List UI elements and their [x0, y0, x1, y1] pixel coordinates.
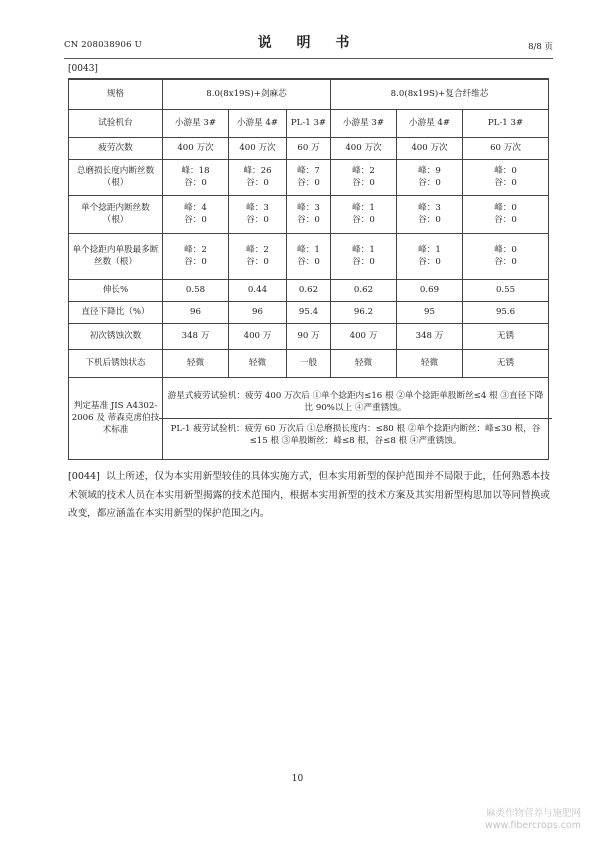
rust-state-cell: 轻微 — [397, 349, 463, 377]
table-row-machine — [69, 109, 549, 137]
elongation-cell: 0.62 — [331, 279, 397, 301]
spec-label: 规格 — [69, 79, 163, 109]
peak-value: 峰：2 — [246, 245, 269, 255]
paragraph-id-0043: [0043] — [68, 64, 98, 74]
total-breaks-cell — [463, 159, 549, 195]
watermark-site-name: 麻类作物营养与施肥网 — [485, 808, 581, 819]
paragraph-0044-text: 以上所述，仅为本实用新型较佳的具体实施方式，但本实用新型的保护范围并不局限于此，任何熟悉本技术领域的技术人员在本实用新型揭露的技术范围内，根据本实用新型的技术方案及其实用新型构思加以等同替换或改变，都应涵盖在本实用新型的保护范围之内。 — [68, 471, 550, 519]
page-label: 8/8 页 — [528, 42, 553, 52]
diameter-label: 直径下降比（%） — [69, 301, 163, 323]
strand-breaks-cell — [397, 233, 463, 279]
peak-value: 峰：7 — [297, 166, 320, 176]
lay-breaks-cell — [397, 195, 463, 233]
valley-value: 谷：0 — [418, 178, 441, 188]
table-row-strand-breaks — [69, 233, 549, 279]
peak-value: 峰：4 — [184, 203, 207, 213]
valley-value: 谷：0 — [352, 257, 375, 267]
peak-value: 峰：26 — [243, 166, 272, 176]
rust-state-cell: 轻微 — [229, 349, 287, 377]
fatigue-cell: 400 万次 — [163, 137, 229, 159]
patent-number: CN 208038906 U — [64, 40, 142, 50]
total-breaks-cell — [331, 159, 397, 195]
peak-value: 峰：0 — [494, 245, 517, 255]
table-row-diameter — [69, 301, 549, 323]
valley-value: 谷：0 — [494, 215, 517, 225]
elongation-cell: 0.69 — [397, 279, 463, 301]
strand-breaks-label: 单个捻距内单股最多断丝数（根） — [69, 233, 163, 279]
peak-value: 峰：0 — [494, 203, 517, 213]
fatigue-cell: 60 万次 — [463, 137, 549, 159]
table-row-fatigue — [69, 137, 549, 159]
table-row-first-rust — [69, 323, 549, 349]
paragraph-0044 — [68, 468, 550, 524]
valley-value: 谷：0 — [297, 215, 320, 225]
machine-cell: 小游星 4# — [397, 109, 463, 137]
valley-value: 谷：0 — [418, 215, 441, 225]
diameter-cell: 95 — [397, 301, 463, 323]
lay-breaks-cell — [463, 195, 549, 233]
lay-breaks-cell — [331, 195, 397, 233]
valley-value: 谷：0 — [352, 215, 375, 225]
test-results-table — [68, 78, 549, 460]
elongation-cell: 0.55 — [463, 279, 549, 301]
first-rust-cell: 无锈 — [463, 323, 549, 349]
peak-value: 峰：3 — [246, 203, 269, 213]
lay-breaks-cell — [229, 195, 287, 233]
strand-breaks-cell — [229, 233, 287, 279]
first-rust-cell: 90 万 — [287, 323, 331, 349]
rust-state-label: 下机后锈蚀状态 — [69, 349, 163, 377]
page-number: 10 — [291, 774, 304, 784]
machine-label: 试验机台 — [69, 109, 163, 137]
document-title: 说 明 书 — [257, 35, 360, 51]
peak-value: 峰：3 — [297, 203, 320, 213]
criteria-divider — [159, 418, 552, 419]
total-breaks-cell — [397, 159, 463, 195]
total-breaks-cell — [229, 159, 287, 195]
rust-state-cell: 一般 — [287, 349, 331, 377]
peak-value: 峰：1 — [297, 245, 320, 255]
machine-cell: 小游星 3# — [163, 109, 229, 137]
diameter-cell: 95.4 — [287, 301, 331, 323]
fatigue-cell: 400 万次 — [331, 137, 397, 159]
elongation-cell: 0.62 — [287, 279, 331, 301]
rust-state-cell: 轻微 — [331, 349, 397, 377]
table-row-elongation — [69, 279, 549, 301]
valley-value: 谷：0 — [352, 178, 375, 188]
first-rust-label: 初次锈蚀次数 — [69, 323, 163, 349]
rust-state-cell: 轻微 — [163, 349, 229, 377]
table-row-total-breaks — [69, 159, 549, 195]
diameter-cell: 95.6 — [463, 301, 549, 323]
total-breaks-cell — [163, 159, 229, 195]
first-rust-cell: 348 万 — [397, 323, 463, 349]
elongation-label: 伸长% — [69, 279, 163, 301]
machine-cell: 小游星 4# — [229, 109, 287, 137]
diameter-cell: 96 — [163, 301, 229, 323]
total-breaks-cell — [287, 159, 331, 195]
valley-value: 谷：0 — [246, 215, 269, 225]
spec-a: 8.0(8x19S)+剑麻芯 — [163, 79, 331, 109]
criteria-label: 判定基准 JIS A4302-2006 及 蒂森克虏伯技术标准 — [69, 377, 163, 459]
valley-value: 谷：0 — [184, 215, 207, 225]
elongation-cell: 0.58 — [163, 279, 229, 301]
criteria-notes — [163, 377, 549, 459]
table-row-lay-breaks — [69, 195, 549, 233]
paragraph-id-0044: [0044] — [68, 471, 100, 482]
valley-value: 谷：0 — [297, 178, 320, 188]
lay-breaks-cell — [163, 195, 229, 233]
table-row-criteria — [69, 377, 549, 459]
watermark — [485, 808, 581, 832]
first-rust-cell: 348 万 — [163, 323, 229, 349]
peak-value: 峰：2 — [352, 166, 375, 176]
rust-state-cell: 无锈 — [463, 349, 549, 377]
machine-cell: PL-1 3# — [287, 109, 331, 137]
valley-value: 谷：0 — [246, 178, 269, 188]
valley-value: 谷：0 — [297, 257, 320, 267]
criteria-note-pl1: PL-1 疲劳试验机：疲劳 60 万次后 ①总磨损长度内：≤80 根 ②单个捻距内断丝：峰≤30 根，谷≤15 根 ③单股断丝：峰≤8 根，谷≤8 根 ④严重锈蚀。 — [170, 423, 541, 446]
fatigue-cell: 400 万次 — [397, 137, 463, 159]
spec-b: 8.0(8x19S)+复合纤维芯 — [331, 79, 549, 109]
strand-breaks-cell — [163, 233, 229, 279]
peak-value: 峰：0 — [494, 166, 517, 176]
first-rust-cell: 400 万 — [331, 323, 397, 349]
fatigue-cell: 60 万 — [287, 137, 331, 159]
machine-cell: 小游星 3# — [331, 109, 397, 137]
elongation-cell: 0.44 — [229, 279, 287, 301]
fatigue-cell: 400 万次 — [229, 137, 287, 159]
strand-breaks-cell — [287, 233, 331, 279]
peak-value: 峰：18 — [181, 166, 210, 176]
peak-value: 峰：9 — [418, 166, 441, 176]
valley-value: 谷：0 — [494, 257, 517, 267]
lay-breaks-cell — [287, 195, 331, 233]
valley-value: 谷：0 — [246, 257, 269, 267]
total-breaks-label: 总磨损长度内断丝数 （根） — [69, 159, 163, 195]
strand-breaks-cell — [463, 233, 549, 279]
diameter-cell: 96 — [229, 301, 287, 323]
lay-breaks-label: 单个捻距内断丝数（根） — [69, 195, 163, 233]
valley-value: 谷：0 — [184, 178, 207, 188]
diameter-cell: 96.2 — [331, 301, 397, 323]
table-row-rust-state — [69, 349, 549, 377]
criteria-note-planetary: 游星式疲劳试验机：疲劳 400 万次后 ①单个捻距内≤16 根 ②单个捻距单股断丝≤4 根 ③直径下降比 90%以上 ④严重锈蚀。 — [167, 390, 544, 413]
peak-value: 峰：1 — [352, 203, 375, 213]
valley-value: 谷：0 — [494, 178, 517, 188]
peak-value: 峰：1 — [352, 245, 375, 255]
table-row-spec — [69, 79, 549, 109]
strand-breaks-cell — [331, 233, 397, 279]
peak-value: 峰：3 — [418, 203, 441, 213]
valley-value: 谷：0 — [184, 257, 207, 267]
valley-value: 谷：0 — [418, 257, 441, 267]
first-rust-cell: 400 万 — [229, 323, 287, 349]
fatigue-label: 疲劳次数 — [69, 137, 163, 159]
machine-cell: PL-1 3# — [463, 109, 549, 137]
page-header — [64, 28, 553, 59]
watermark-url: www.fibercrops.com — [484, 820, 581, 831]
peak-value: 峰：1 — [418, 245, 441, 255]
peak-value: 峰：2 — [184, 245, 207, 255]
